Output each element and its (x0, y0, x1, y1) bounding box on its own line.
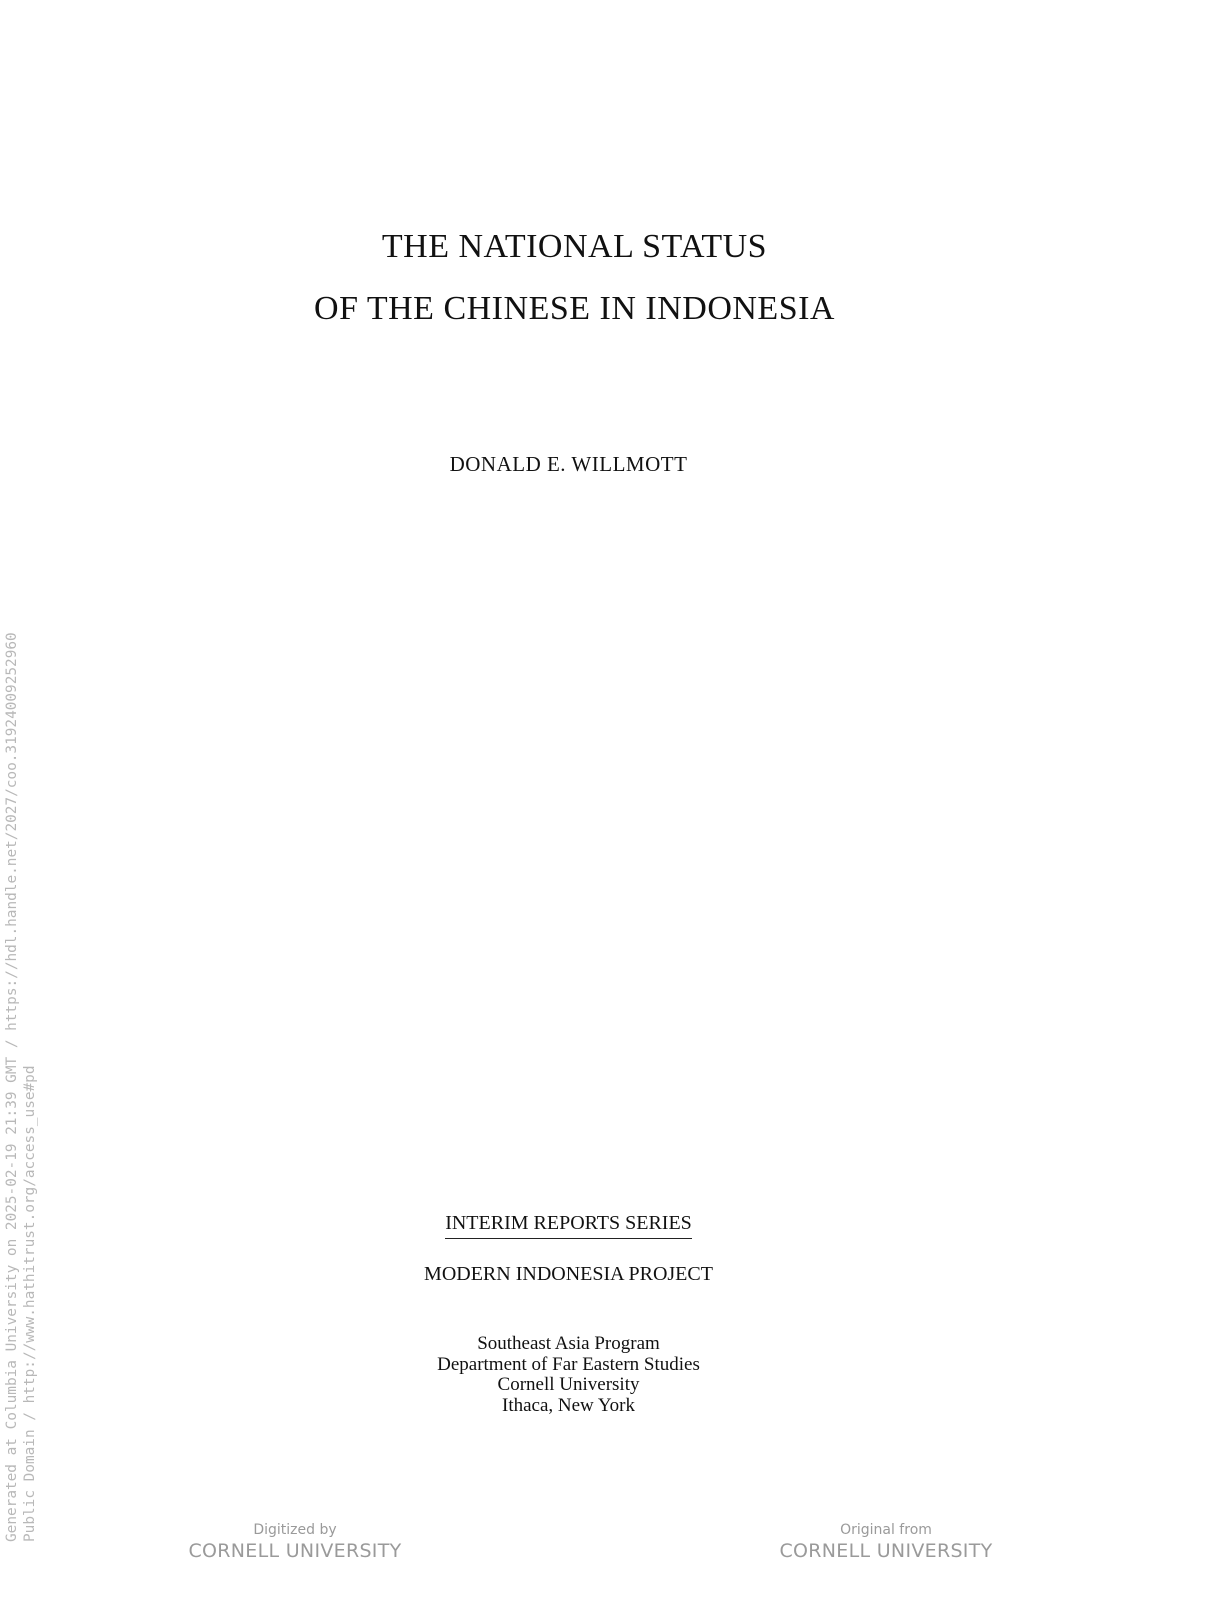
publisher-address (0, 1334, 1173, 1416)
watermark-rights: Public Domain / http://www.hathitrust.org/access_use#pd (22, 1065, 38, 1542)
digitized-by-institution: CORNELL UNIVERSITY (188, 1540, 402, 1562)
title-line-2: OF THE CHINESE IN INDONESIA (314, 290, 835, 327)
address-line: Cornell University (497, 1374, 640, 1395)
address-line: Southeast Asia Program (477, 1333, 660, 1354)
project-name: MODERN INDONESIA PROJECT (424, 1263, 713, 1285)
series-label: INTERIM REPORTS SERIES (445, 1212, 692, 1239)
address-line: Ithaca, New York (502, 1394, 635, 1416)
digitized-by (145, 1522, 445, 1562)
address-line: Department of Far Eastern Studies (437, 1353, 700, 1375)
original-from-label: Original from (840, 1522, 932, 1538)
watermark-generated: Generated at Columbia University on 2025-02-19 21:39 GMT / https://hdl.handle.net/2027/coo.31924009252960 (4, 632, 20, 1542)
original-from-institution: CORNELL UNIVERSITY (779, 1540, 993, 1562)
title-line-1: THE NATIONAL STATUS (381, 228, 768, 265)
digitized-by-label: Digitized by (253, 1522, 337, 1538)
author: DONALD E. WILLMOTT (449, 452, 688, 476)
original-from (736, 1522, 1036, 1562)
series-heading (0, 1212, 1173, 1235)
